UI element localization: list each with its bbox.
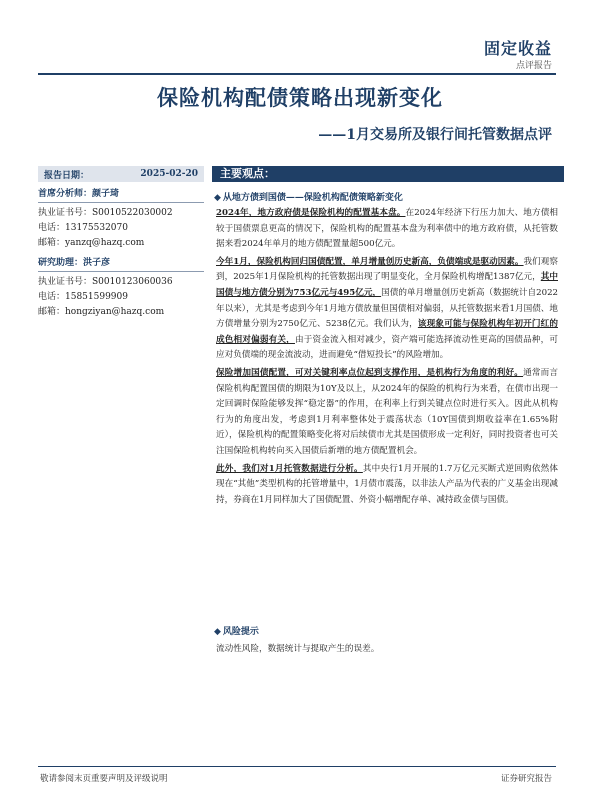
footer-label: 证券研究报告 — [500, 774, 552, 784]
paragraph-text: 在2024年经济下行压力加大、地方债相较于国债票息更高的情况下，保险机构的配置基本盘为利率债中的地方政府债，从托管数据来看2024年单月的地方债配置量超500亿元。 — [216, 208, 558, 250]
chief-phone: 电话：13175532070 — [38, 223, 128, 233]
assistant-cert: 执业证书号：S0010123060036 — [38, 277, 173, 287]
section-heading — [214, 190, 403, 203]
paragraph-text: 由于资金流入相对减少，资产端可能选择流动性更高的国债品种，可应对负债端的现金流波动，进而避免“借短投长”的风险增加。 — [216, 334, 558, 361]
page-subtitle: ——1月交易所及银行间托管数据点评 — [318, 127, 552, 143]
paragraph-text: 我们观察到，2025年1月保险机构的托管数据出现了明显变化，全月保险机构增配1387亿元， — [216, 256, 558, 283]
risk-heading — [214, 624, 259, 637]
report-type: 点评报告 — [515, 61, 552, 71]
section-heading-text: 从地方债到国债——保险机构配债策略新变化 — [222, 193, 403, 203]
page-title: 保险机构配债策略出现新变化 — [157, 85, 443, 110]
paragraph-lead: 今年1月，保险机构回归国债配置，单月增量创历史新高，负债端或是驱动因素。 — [216, 256, 524, 267]
paragraph-text: 其中央行1月开展的1.7万亿元买断式逆回购依然体现在“其他”类型机构的托管增量中，1月债市震荡，以非法人产品为代表的广义基金出现减持，券商在1月同样加大了国债配置、外资小幅增配存单、减持政金债与国债。 — [216, 463, 558, 505]
paragraph — [216, 255, 558, 364]
key-points-header: 主要观点： — [212, 166, 564, 182]
report-date-bar — [38, 166, 204, 182]
divider — [38, 271, 204, 272]
risk-heading-text: 风险提示 — [222, 627, 259, 637]
assistant-phone: 电话：15851599909 — [38, 292, 128, 302]
date-label: 报告日期： — [44, 170, 90, 181]
risk-text: 流动性风险，数据统计与提取产生的误差。 — [216, 644, 380, 654]
assistant-email[interactable]: 邮箱：hongziyan@hazq.com — [38, 307, 165, 317]
paragraph — [216, 462, 558, 509]
paragraph — [216, 366, 558, 460]
triangle-bullet-icon: ◆ — [214, 193, 221, 203]
key-points-body — [216, 206, 558, 510]
footer-disclaimer: 敬请参阅末页重要声明及评级说明 — [40, 774, 168, 784]
footer-divider — [38, 766, 556, 767]
triangle-bullet-icon: ◆ — [214, 627, 221, 637]
paragraph-lead: 此外，我们对1月托管数据进行分析。 — [216, 463, 363, 474]
paragraph-lead: 2024年，地方政府债是保险机构的配置基本盘。 — [216, 208, 406, 218]
paragraph-text: 通常而言保险机构配置国债的期限为10Y及以上，从2024年的保险的机构行为来看，在债市出现一定回调时保险能够发挥“稳定器”的作用，在利率上行到关键点位时进行买入。因此从机构行为的角度出发，考虑到1月利率整体处于震荡状态（10Y国债到期收益率在1.65%附近），保险机构的配置策略变化将对后续债市尤其是国债形成一定利好，同时投资者也可关注国保险机构转向买入国债后新增的地方债配置机会。 — [216, 367, 558, 456]
date-value: 2025-02-20 — [140, 169, 198, 179]
header-divider — [38, 73, 556, 75]
chief-analyst: 首席分析师：颜子琦 — [38, 189, 120, 199]
author-sidebar — [38, 166, 204, 320]
chief-cert: 执业证书号：S0010522030002 — [38, 208, 173, 218]
paragraph — [216, 206, 558, 253]
chief-email[interactable]: 邮箱：yanzq@hazq.com — [38, 238, 145, 248]
research-assistant: 研究助理：洪子彦 — [38, 258, 111, 268]
highlight-text: 该现象可能与保险机构年初开门红的成色相对偏弱有关， — [216, 319, 558, 345]
paragraph-lead: 保险增加国债配置，可对关键利率点位起到支撑作用，是机构行为角度的利好。 — [216, 367, 524, 378]
divider — [38, 202, 204, 203]
paragraph-text: 国债的单月增量创历史新高（数据统计自2022年以来），尤其是考虑到今年1月地方债放量但国债相对偏弱，从托管数据来看1月国债、地方债增量分别为2750亿元、5238亿元。我们认为， — [216, 287, 558, 330]
highlight-text: 其中国债与地方债分别为753亿元与495亿元， — [216, 272, 558, 298]
report-category: 固定收益 — [483, 39, 552, 58]
